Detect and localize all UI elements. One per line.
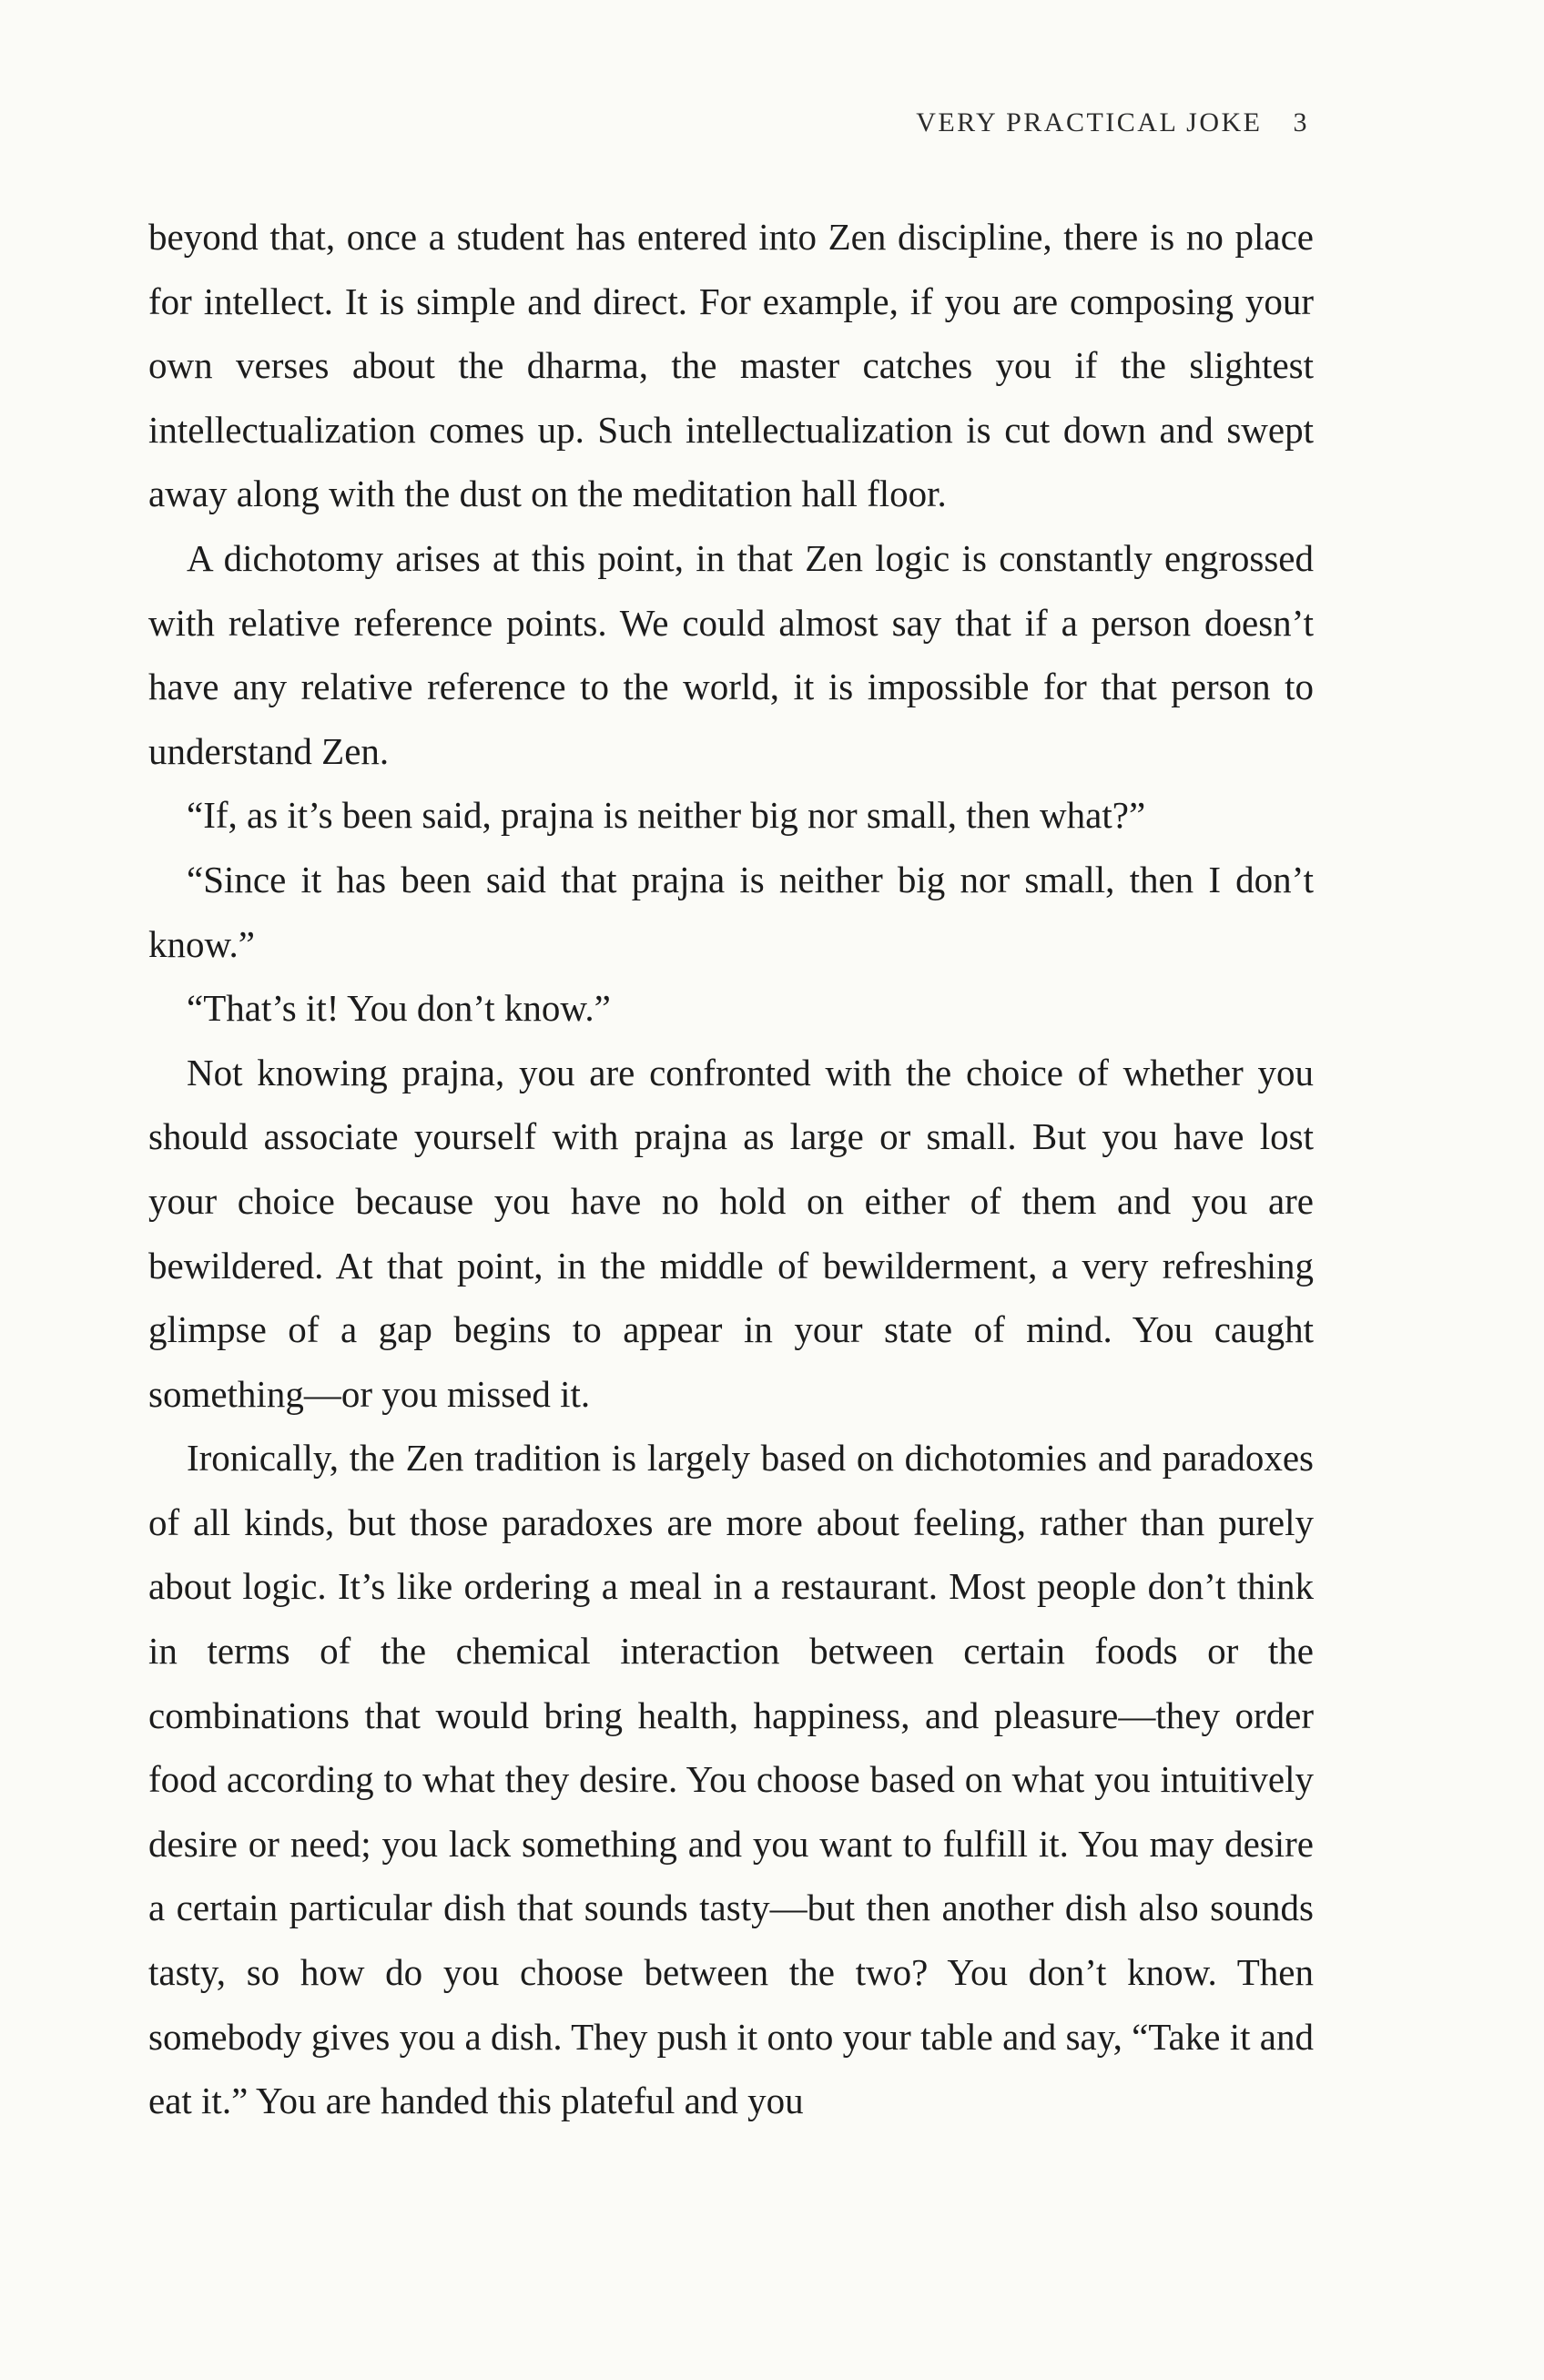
paragraph: Not knowing prajna, you are confronted with the choice of whether you should associate yourself with prajna as large or small. But you have lost your choice because you have no hold on either of them and you are bewildered. At that point, in the middle of bewilderment, a very refreshing glimpse of a gap begins to appear in your state of mind. You caught something—or you missed it. <box>148 1051 1314 1415</box>
paragraph-continued: beyond that, once a student has entered into Zen discipline, there is no place for intellect. It is simple and direct. For example, if you are composing your own verses about the dharma, the master catches you if the slightest intellectualization comes up. Such intellectualization is cut down and swept away along with the dust on the meditation hall floor. <box>148 216 1314 515</box>
paragraph-quote: “That’s it! You don’t know.” <box>187 987 611 1030</box>
body-text <box>148 205 1314 2133</box>
paragraph-quote: “Since it has been said that prajna is neither big nor small, then I don’t know.” <box>148 858 1314 965</box>
page-number: 3 <box>1293 107 1309 137</box>
paragraph: A dichotomy arises at this point, in that Zen logic is constantly engrossed with relative reference points. We could almost say that if a person doesn’t have any relative reference to the world, it is impossible for that person to understand Zen. <box>148 536 1314 772</box>
paragraph: Ironically, the Zen tradition is largely based on dichotomies and paradoxes of all kinds, but those paradoxes are more about feeling, rather than purely about logic. It’s like ordering a meal in a restaurant. Most people don’t think in terms of the chemical interaction between certain foods or the combinations that would bring health, happiness, and pleasure—they order food according to what they desire. You choose based on what you intuitively desire or need; you lack something and you want to fulfill it. You may desire a certain particular dish that sounds tasty—but then another dish also sounds tasty, so how do you choose between the two? You don’t know. Then somebody gives you a dish. They push it onto your table and say, “Take it and eat it.” You are handed this plateful and you <box>148 1437 1314 2122</box>
running-head <box>916 107 1309 138</box>
paragraph-quote: “If, as it’s been said, prajna is neither big nor small, then what?” <box>187 794 1146 837</box>
running-title: VERY PRACTICAL JOKE <box>916 107 1263 137</box>
